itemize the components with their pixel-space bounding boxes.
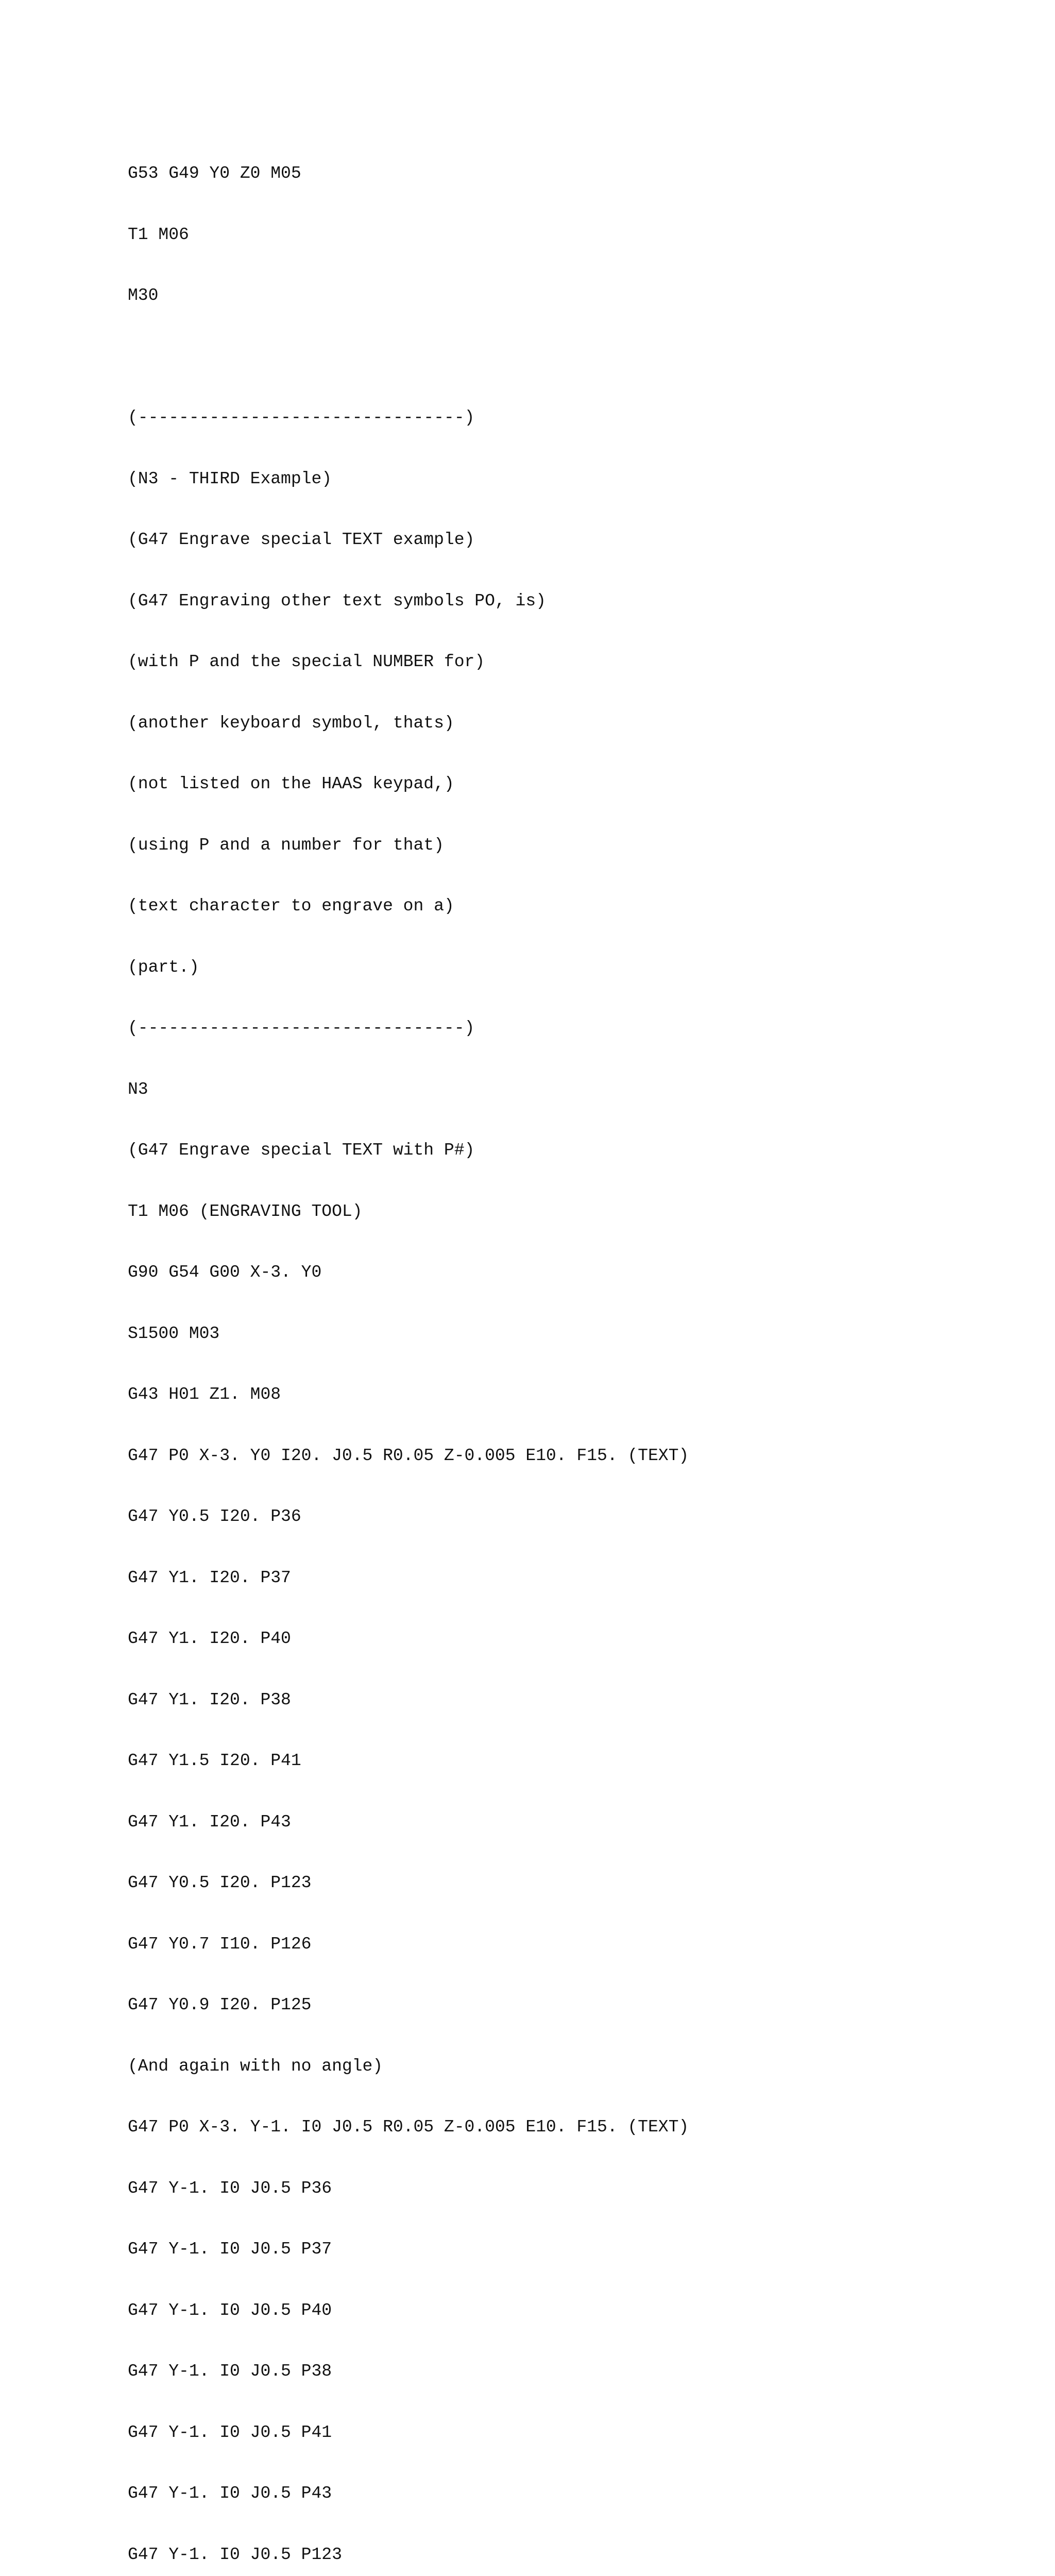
code-line: (text character to engrave on a) xyxy=(128,896,454,916)
code-line: G47 Y0.5 I20. P36 xyxy=(128,1507,301,1526)
code-line: G47 Y1. I20. P40 xyxy=(128,1629,291,1648)
code-line: (not listed on the HAAS keypad,) xyxy=(128,774,454,793)
code-line: (--------------------------------) xyxy=(128,1019,475,1038)
code-line: T1 M06 (ENGRAVING TOOL) xyxy=(128,1201,363,1221)
code-line: (And again with no angle) xyxy=(128,2056,383,2076)
code-line: G47 Y1. I20. P38 xyxy=(128,1690,291,1709)
code-line: N3 xyxy=(128,1079,148,1099)
code-line: G47 Y1.5 I20. P41 xyxy=(128,1751,301,1770)
code-line: (another keyboard symbol, thats) xyxy=(128,713,454,733)
code-line: (using P and a number for that) xyxy=(128,835,444,855)
code-line: G47 Y0.7 I10. P126 xyxy=(128,1934,312,1954)
code-line: S1500 M03 xyxy=(128,1324,220,1343)
code-line: G47 P0 X-3. Y0 I20. J0.5 R0.05 Z-0.005 E10. F15. (TEXT) xyxy=(128,1446,689,1465)
code-line: G47 Y-1. I0 J0.5 P123 xyxy=(128,2545,342,2564)
gcode-listing xyxy=(128,123,689,2576)
code-line: G47 Y0.9 I20. P125 xyxy=(128,1995,312,2014)
code-line: G47 Y-1. I0 J0.5 P40 xyxy=(128,2300,332,2320)
code-line: G47 Y-1. I0 J0.5 P38 xyxy=(128,2362,332,2381)
code-line: G47 Y-1. I0 J0.5 P36 xyxy=(128,2178,332,2198)
code-line: (--------------------------------) xyxy=(128,408,475,427)
code-line: G53 G49 Y0 Z0 M05 xyxy=(128,164,301,183)
code-line: G47 Y0.5 I20. P123 xyxy=(128,1873,312,1892)
code-line: T1 M06 xyxy=(128,225,189,244)
code-line xyxy=(128,347,689,367)
code-line: G47 P0 X-3. Y-1. I0 J0.5 R0.05 Z-0.005 E10. F15. (TEXT) xyxy=(128,2117,689,2137)
code-line: G47 Y-1. I0 J0.5 P41 xyxy=(128,2422,332,2442)
code-line: (G47 Engrave special TEXT example) xyxy=(128,530,475,549)
code-line: (G47 Engraving other text symbols PO, is) xyxy=(128,591,546,611)
code-line: (G47 Engrave special TEXT with P#) xyxy=(128,1141,475,1160)
code-line: M30 xyxy=(128,286,159,305)
code-line: G47 Y-1. I0 J0.5 P43 xyxy=(128,2484,332,2503)
code-line: (with P and the special NUMBER for) xyxy=(128,652,485,671)
code-line: G90 G54 G00 X-3. Y0 xyxy=(128,1263,322,1282)
code-line: G47 Y1. I20. P43 xyxy=(128,1812,291,1832)
code-line: (N3 - THIRD Example) xyxy=(128,469,332,488)
code-line: G47 Y-1. I0 J0.5 P37 xyxy=(128,2240,332,2259)
code-line: (part.) xyxy=(128,957,199,977)
code-line: G47 Y1. I20. P37 xyxy=(128,1568,291,1587)
code-line: G43 H01 Z1. M08 xyxy=(128,1385,281,1404)
